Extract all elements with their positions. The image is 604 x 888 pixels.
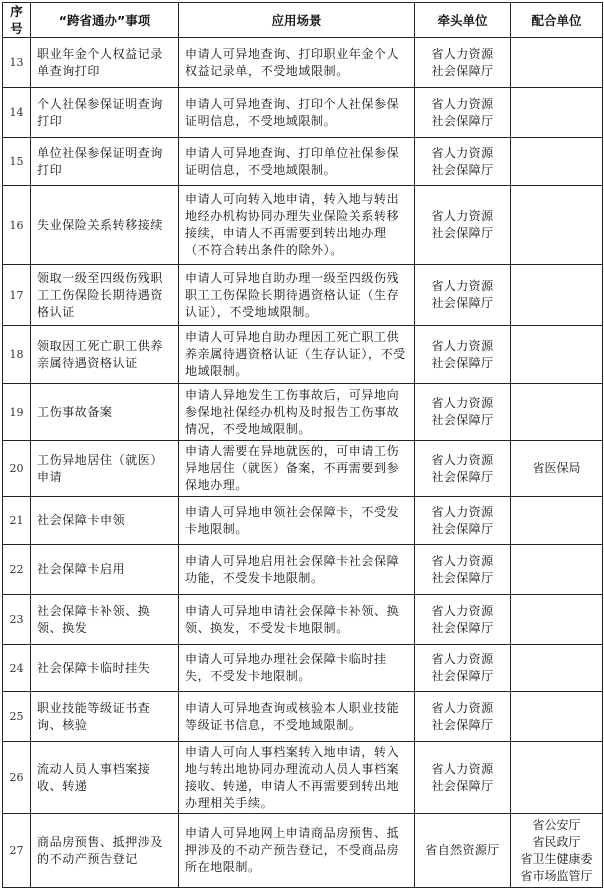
row-coop-unit	[511, 497, 603, 545]
row-number: 15	[3, 138, 31, 186]
row-lead-unit: 省人力资源 社会保障厅	[415, 186, 511, 265]
row-coop-unit	[511, 38, 603, 88]
row-item: 商品房预售、抵押涉及的不动产预告登记	[31, 814, 179, 888]
row-scene: 申请人可异地启用社会保障卡社会保障功能，不受发卡地限制。	[179, 545, 415, 595]
row-lead-unit: 省人力资源 社会保障厅	[415, 692, 511, 742]
table-row	[3, 138, 603, 186]
row-scene: 申请人可异地申请社会保障卡补领、换领、换发，不受发卡地限制。	[179, 595, 415, 645]
row-lead-unit: 省人力资源 社会保障厅	[415, 497, 511, 545]
row-lead-unit: 省自然资源厅	[415, 814, 511, 888]
row-coop-unit	[511, 88, 603, 138]
row-item: 流动人员人事档案接收、转递	[31, 742, 179, 814]
table-row	[3, 545, 603, 595]
row-lead-unit: 省人力资源 社会保障厅	[415, 441, 511, 497]
table-row	[3, 595, 603, 645]
header-lead: 牵头单位	[415, 3, 511, 38]
row-scene: 申请人可向人事档案转入地申请，转入地与转出地协同办理流动人员人事档案接收、转递，申请人不再需要到转出地办理相关手续。	[179, 742, 415, 814]
row-number: 20	[3, 441, 31, 497]
table-row	[3, 441, 603, 497]
table-row	[3, 38, 603, 88]
row-lead-unit: 省人力资源 社会保障厅	[415, 595, 511, 645]
row-number: 19	[3, 384, 31, 441]
row-lead-unit: 省人力资源 社会保障厅	[415, 138, 511, 186]
header-no: 序号	[3, 3, 31, 38]
row-item: 职业年金个人权益记录单查询打印	[31, 38, 179, 88]
row-scene: 申请人可异地查询或核验本人职业技能等级证书信息，不受地域限制。	[179, 692, 415, 742]
row-number: 14	[3, 88, 31, 138]
row-coop-unit	[511, 384, 603, 441]
row-scene: 申请人可异地查询、打印职业年金个人权益记录单，不受地域限制。	[179, 38, 415, 88]
row-number: 22	[3, 545, 31, 595]
table-row	[3, 645, 603, 692]
row-coop-unit: 省公安厅 省民政厅 省卫生健康委 省市场监管厅	[511, 814, 603, 888]
table-row	[3, 814, 603, 888]
row-lead-unit: 省人力资源 社会保障厅	[415, 326, 511, 384]
row-number: 24	[3, 645, 31, 692]
row-scene: 申请人可向转入地申请，转入地与转出地经办机构协同办理失业保险关系转移接续，申请人不再需要到转出地办理（不符合转出条件的除外）。	[179, 186, 415, 265]
row-lead-unit: 省人力资源 社会保障厅	[415, 545, 511, 595]
row-scene: 申请人可异地查询、打印单位社保参保证明信息，不受地域限制。	[179, 138, 415, 186]
row-item: 失业保险关系转移接续	[31, 186, 179, 265]
row-item: 单位社保参保证明查询打印	[31, 138, 179, 186]
row-coop-unit	[511, 742, 603, 814]
row-coop-unit: 省医保局	[511, 441, 603, 497]
row-coop-unit	[511, 138, 603, 186]
table-row	[3, 497, 603, 545]
row-item: 领取因工死亡职工供养亲属待遇资格认证	[31, 326, 179, 384]
row-number: 27	[3, 814, 31, 888]
row-number: 18	[3, 326, 31, 384]
table-row	[3, 692, 603, 742]
row-coop-unit	[511, 545, 603, 595]
row-lead-unit: 省人力资源 社会保障厅	[415, 88, 511, 138]
header-scene: 应用场景	[179, 3, 415, 38]
header-coop: 配合单位	[511, 3, 603, 38]
table-row	[3, 88, 603, 138]
row-number: 17	[3, 265, 31, 326]
row-item: 社会保障卡启用	[31, 545, 179, 595]
table-header-row	[3, 3, 603, 38]
row-number: 26	[3, 742, 31, 814]
row-item: 社会保障卡补领、换领、换发	[31, 595, 179, 645]
row-coop-unit	[511, 595, 603, 645]
row-scene: 申请人可异地自助办理因工死亡职工供养亲属待遇资格认证（生存认证），不受地域限制。	[179, 326, 415, 384]
header-item: “跨省通办”事项	[31, 3, 179, 38]
row-item: 社会保障卡申领	[31, 497, 179, 545]
row-item: 社会保障卡临时挂失	[31, 645, 179, 692]
row-lead-unit: 省人力资源 社会保障厅	[415, 742, 511, 814]
row-scene: 申请人可异地申领社会保障卡，不受发卡地限制。	[179, 497, 415, 545]
table-row	[3, 384, 603, 441]
row-scene: 申请人可异地办理社会保障卡临时挂失，不受发卡地限制。	[179, 645, 415, 692]
row-item: 职业技能等级证书查询、核验	[31, 692, 179, 742]
row-coop-unit	[511, 645, 603, 692]
row-number: 16	[3, 186, 31, 265]
row-number: 25	[3, 692, 31, 742]
row-scene: 申请人可异地查询、打印个人社保参保证明信息，不受地域限制。	[179, 88, 415, 138]
cross-province-items-table	[2, 2, 603, 888]
row-number: 23	[3, 595, 31, 645]
row-coop-unit	[511, 326, 603, 384]
row-lead-unit: 省人力资源 社会保障厅	[415, 384, 511, 441]
row-coop-unit	[511, 692, 603, 742]
row-number: 21	[3, 497, 31, 545]
table-row	[3, 265, 603, 326]
table-row	[3, 742, 603, 814]
row-coop-unit	[511, 186, 603, 265]
row-lead-unit: 省人力资源 社会保障厅	[415, 38, 511, 88]
row-item: 工伤异地居住（就医）申请	[31, 441, 179, 497]
row-lead-unit: 省人力资源 社会保障厅	[415, 645, 511, 692]
row-scene: 申请人可异地网上申请商品房预售、抵押涉及的不动产预告登记，不受商品房所在地限制。	[179, 814, 415, 888]
table-row	[3, 326, 603, 384]
row-scene: 申请人异地发生工伤事故后，可异地向参保地社保经办机构及时报告工伤事故情况，不受地域限制。	[179, 384, 415, 441]
row-lead-unit: 省人力资源 社会保障厅	[415, 265, 511, 326]
row-scene: 申请人可异地自助办理一级至四级伤残职工工伤保险长期待遇资格认证（生存认证），不受地域限制。	[179, 265, 415, 326]
row-item: 领取一级至四级伤残职工工伤保险长期待遇资格认证	[31, 265, 179, 326]
table-row	[3, 186, 603, 265]
row-scene: 申请人需要在异地就医的，可申请工伤异地居住（就医）备案，不再需要到参保地办理。	[179, 441, 415, 497]
row-item: 个人社保参保证明查询打印	[31, 88, 179, 138]
row-item: 工伤事故备案	[31, 384, 179, 441]
row-coop-unit	[511, 265, 603, 326]
row-number: 13	[3, 38, 31, 88]
